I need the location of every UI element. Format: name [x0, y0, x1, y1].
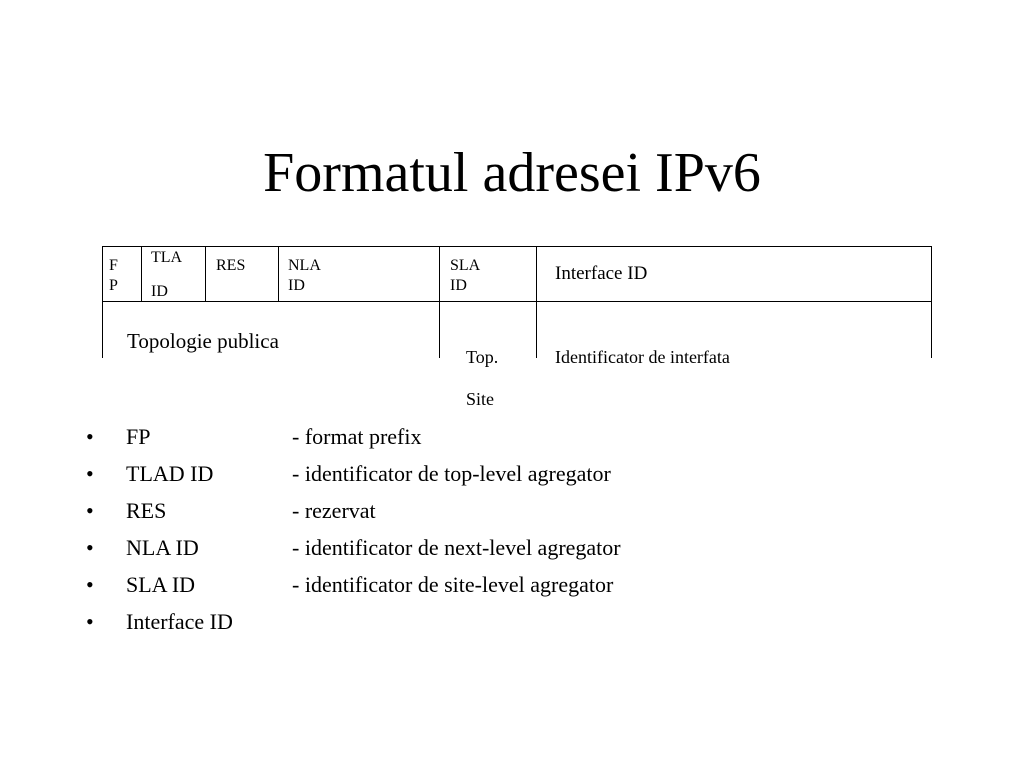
field-divider — [931, 246, 932, 358]
list-item — [86, 572, 946, 609]
definition-description: - rezervat — [292, 498, 376, 523]
field-divider — [141, 246, 142, 301]
list-item — [86, 498, 946, 535]
definition-term: NLA ID — [126, 535, 199, 560]
field-divider — [439, 246, 440, 358]
definition-description: - identificator de site-level agregator — [292, 572, 614, 597]
definition-term: Interface ID — [126, 609, 233, 634]
definition-term: SLA ID — [126, 572, 196, 597]
field-nla: NLA ID — [288, 257, 321, 294]
bullet-icon: • — [86, 498, 94, 523]
bullet-icon: • — [86, 424, 94, 449]
field-res: RES — [216, 257, 246, 274]
field-row-bottom-border — [102, 301, 932, 302]
bullet-icon: • — [86, 572, 94, 597]
definition-term: FP — [126, 424, 151, 449]
group-site-topology: Top. Site — [466, 347, 499, 409]
list-item — [86, 461, 946, 498]
list-item — [86, 424, 946, 461]
bullet-icon: • — [86, 535, 94, 560]
list-item — [86, 609, 946, 646]
bullet-icon: • — [86, 461, 94, 486]
group-interface-identifier: Identificator de interfata — [555, 347, 730, 367]
definition-term: TLAD ID — [126, 461, 214, 486]
definition-description: - format prefix — [292, 424, 422, 449]
definition-description: - identificator de top-level agregator — [292, 461, 611, 486]
definition-description: - identificator de next-level agregator — [292, 535, 621, 560]
list-item — [86, 535, 946, 572]
definition-term: RES — [126, 498, 167, 523]
field-divider — [205, 246, 206, 301]
field-row-top-border — [102, 246, 932, 247]
group-public-topology: Topologie publica — [127, 329, 279, 353]
field-interface-id: Interface ID — [555, 263, 648, 284]
field-definitions-list — [86, 424, 946, 646]
field-divider — [102, 246, 103, 358]
field-fp: F P — [109, 257, 118, 294]
field-divider — [536, 246, 537, 358]
field-divider — [278, 246, 279, 301]
field-sla: SLA ID — [450, 257, 481, 294]
field-tla: TLA ID — [151, 249, 183, 300]
bullet-icon: • — [86, 609, 94, 634]
slide-title: Formatul adresei IPv6 — [263, 141, 761, 204]
